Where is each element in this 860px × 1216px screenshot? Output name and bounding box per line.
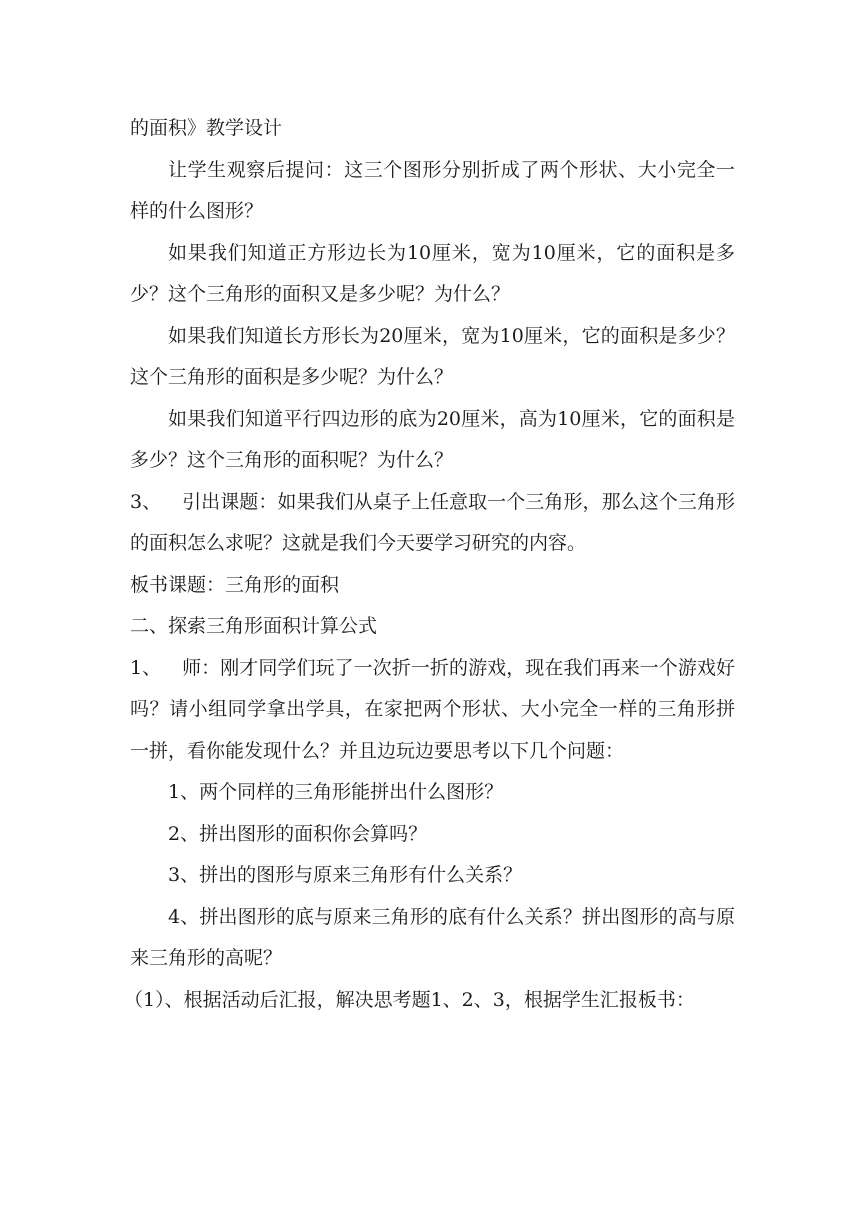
list-item-question-3: 3、拼出的图形与原来三角形有什么关系？ xyxy=(168,864,523,886)
list-item-question-4: 4、拼出图形的底与原来三角形的底有什么关系？拼出图形的高与原来三角形的高呢？ xyxy=(130,905,735,969)
paragraph-parallelogram-question: 如果我们知道平行四边形的底为20厘米，高为10厘米，它的面积是多少？这个三角形的面积呢？为什么？ xyxy=(130,407,735,471)
paragraph-report-summary: （1）、根据活动后汇报，解决思考题1、2、3，根据学生汇报板书： xyxy=(124,988,695,1011)
paragraph-introduce-topic xyxy=(130,482,735,565)
paragraph-heading-continuation: 的面积》教学设计 xyxy=(130,117,283,139)
list-item-question-1: 1、两个同样的三角形能拼出什么图形？ xyxy=(168,781,504,803)
paragraph-observe-question: 让学生观察后提问：这三个图形分别折成了两个形状、大小完全一样的什么图形？ xyxy=(130,158,735,222)
list-number: 3、 xyxy=(130,490,162,513)
paragraph-text: 师：刚才同学们玩了一次折一折的游戏，现在我们再来一个游戏好吗？请小组同学拿出学具，在家把两个形状、大小完全一样的三角形拼一拼，看你能发现什么？并且边玩边要思考以下几个问题： xyxy=(130,656,735,762)
document-page xyxy=(124,108,735,1021)
list-number: 1、 xyxy=(130,656,162,679)
paragraph-teacher-game xyxy=(130,648,735,773)
paragraph-text: 引出课题：如果我们从桌子上任意取一个三角形，那么这个三角形的面积怎么求呢？这就是我们今天要学习研究的内容。 xyxy=(130,490,735,554)
paragraph-square-question: 如果我们知道正方形边长为10厘米，宽为10厘米，它的面积是多少？这个三角形的面积又是多少呢？为什么？ xyxy=(130,241,735,305)
paragraph-board-title: 板书课题：三角形的面积 xyxy=(130,573,340,596)
list-item-question-2: 2、拼出图形的面积你会算吗？ xyxy=(168,822,428,845)
section-heading-explore: 二、探索三角形面积计算公式 xyxy=(130,615,378,637)
paragraph-rectangle-question: 如果我们知道长方形长为20厘米，宽为10厘米，它的面积是多少？这个三角形的面积是多少呢？为什么？ xyxy=(130,324,735,388)
